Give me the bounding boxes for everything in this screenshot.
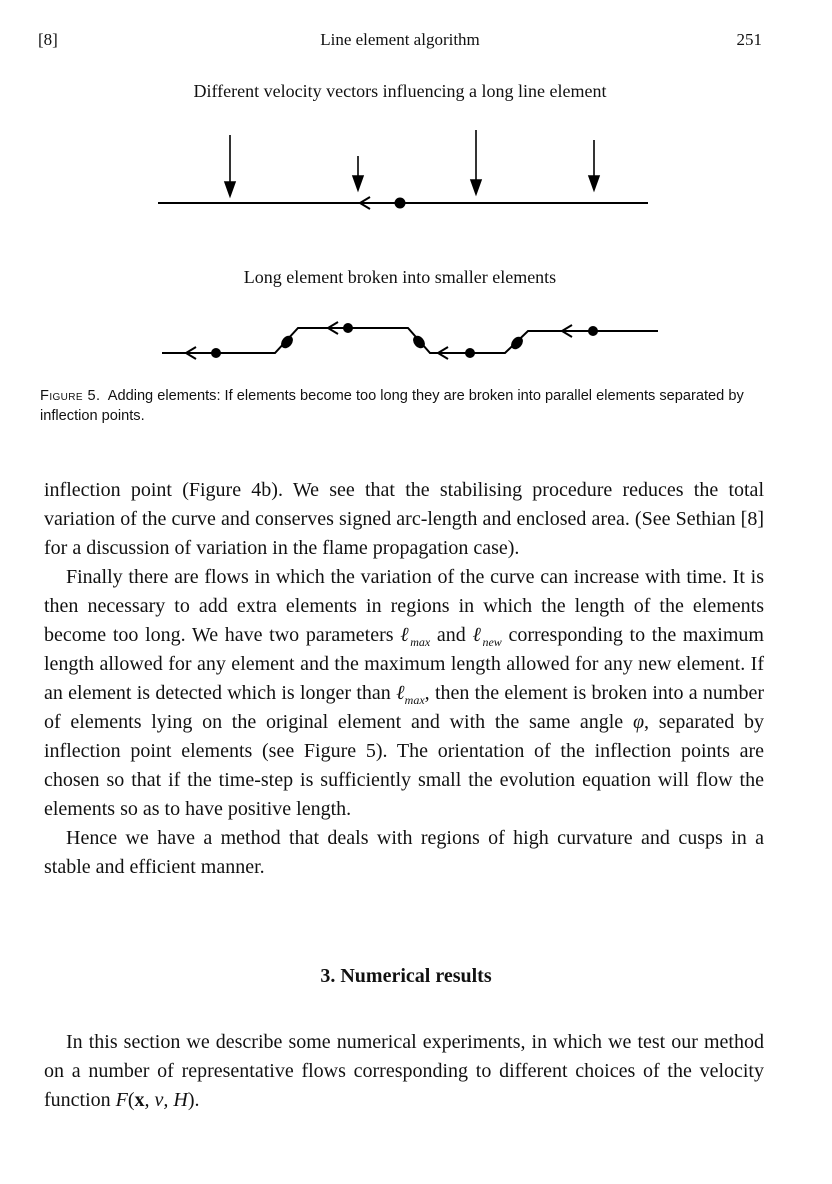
math-args: , ν, H: [144, 1089, 188, 1111]
header-running-title: Line element algorithm: [320, 30, 480, 49]
paragraph: [44, 1028, 764, 1115]
paragraph: [44, 563, 764, 824]
math-symbol: ℓ: [472, 624, 483, 646]
text-run: and: [430, 624, 473, 646]
math-subscript: new: [482, 635, 502, 649]
math-function: F: [115, 1089, 128, 1111]
math-subscript: max: [410, 635, 431, 649]
section-body-text: [44, 1028, 764, 1115]
text-run: In this section we describe some numerical experiments, in which we test our method on a number of representative flows corresponding to different choices of the velocity function: [44, 1031, 764, 1111]
paragraph: Hence we have a method that deals with regions of high curvature and cusps in a stable and efficient manner.: [44, 827, 764, 878]
text-run: Finally there are flows in which the variation of the curve can increase with time. It is then necessary to add extra elements in regions in which the length of the elements become too long. We have two parameters: [44, 566, 764, 646]
figure-panel-title-top: Different velocity vectors influencing a long line element: [193, 81, 607, 101]
section-heading: 3. Numerical results: [320, 965, 492, 987]
text-run: corresponding to the maximum length allowed for any element and the maximum length allowed for any new element. If an element is detected which is longer than: [44, 624, 764, 704]
body-text: [44, 476, 764, 882]
velocity-vector: [471, 130, 481, 194]
math-vector: x: [134, 1089, 145, 1111]
math-paren: (: [127, 1089, 135, 1111]
velocity-vector: [589, 140, 599, 190]
velocity-vector: [353, 156, 363, 190]
page-number: 251: [736, 30, 762, 49]
broken-line-elements: [162, 328, 658, 353]
header-section-ref: [8]: [38, 30, 58, 49]
text-run: , separated by inflection point elements (see Figure 5). The orientation of the inflection points are chosen so that if the time-step is sufficiently small the evolution equation will flow the elements so as to have positive length.: [44, 711, 764, 820]
math-paren: ).: [187, 1089, 200, 1111]
inflection-point: [279, 333, 526, 351]
math-symbol: φ: [632, 711, 645, 733]
figure-caption: [40, 386, 770, 426]
paragraph: inflection point (Figure 4b). We see that the stabilising procedure reduces the total variation of the curve and conserves signed arc-length and enclosed area. (See Sethian [8] for a discussion of variation in the flame propagation case).: [44, 479, 764, 559]
figure-panel-title-bottom: Long element broken into smaller elements: [243, 267, 557, 287]
math-symbol: ℓ: [400, 624, 411, 646]
text-run: , then the element is broken into a number of elements lying on the original element and with the same angle: [44, 682, 764, 733]
figure-caption-text: Adding elements: If elements become too long they are broken into parallel elements separated by inflection points.: [40, 388, 744, 424]
math-subscript: max: [404, 693, 425, 707]
math-symbol: ℓ: [396, 682, 405, 704]
element-node: [395, 198, 406, 209]
velocity-vector: [225, 135, 235, 196]
figure-5-diagram: [0, 0, 832, 380]
figure-caption-label: Figure 5.: [40, 388, 101, 404]
